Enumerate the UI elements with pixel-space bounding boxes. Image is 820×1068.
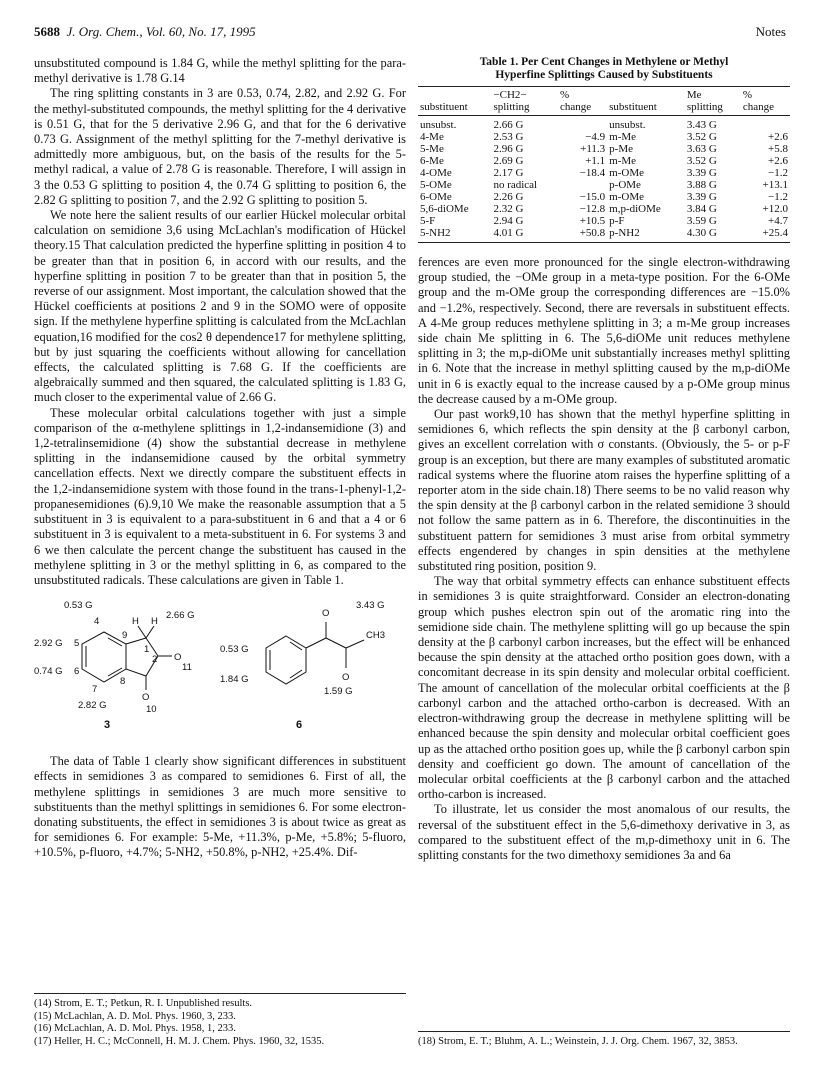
table-cell: 2.96 G xyxy=(493,143,524,155)
table-cell: 6-Me xyxy=(420,155,444,167)
chemical-structures-figure xyxy=(34,594,406,744)
s3-num-2: 2 xyxy=(152,654,158,666)
table-cell: +13.1 xyxy=(762,179,788,191)
table-cell: +50.8 xyxy=(558,227,607,243)
s3-oxygen-1: O xyxy=(174,652,182,664)
s3-num-10: 10 xyxy=(146,704,157,716)
table-cell: unsubst. xyxy=(420,119,457,131)
s6-oxygen-1: O xyxy=(322,608,330,620)
table-cell: p-Me xyxy=(609,143,633,155)
table-row xyxy=(418,191,790,203)
table-row xyxy=(418,155,790,167)
table-cell: 6-OMe xyxy=(420,191,452,203)
s3-compound-label: 3 xyxy=(104,719,111,732)
table-cell: unsubst. xyxy=(609,119,646,131)
table-cell: 3.84 G xyxy=(686,203,717,215)
table-cell: +5.8 xyxy=(768,143,788,155)
table-cell xyxy=(558,116,607,132)
table-cell: 2.26 G xyxy=(493,191,524,203)
table-cell: 4.30 G xyxy=(685,227,741,243)
table-cell: 3.88 G xyxy=(686,179,717,191)
table-cell: 3.52 G xyxy=(686,155,717,167)
table-cell: m-Me xyxy=(609,131,637,143)
s6-ortho-splitting: 1.59 G xyxy=(324,686,353,698)
footnote: (17) Heller, H. C.; McConnell, H. M. J. Chem. Phys. 1960, 32, 1535. xyxy=(34,1035,325,1047)
page-number: 5688 xyxy=(34,24,60,39)
table-caption-line-2: Hyperfine Splittings Caused by Substituents xyxy=(495,69,713,81)
table-cell: p-NH2 xyxy=(607,227,685,243)
table-cell: m-OMe xyxy=(609,167,644,179)
table-cell: 2.17 G xyxy=(493,167,524,179)
header-cell: change xyxy=(558,101,607,116)
paragraph: These molecular orbital calculations together with just a simple comparison of the α-methylene splittings in 1,2-indansemidione (3) and 1,2-tetralinsemidione (4) show the substantial decrease in methylene splitting in the indansemidione caused by the orbital symmetry cancellation effects. Next we directly compare the substituent effects in the 1,2-indansemidione system with those found in the trans-1-phenyl-1,2-propanesemidiones (6).9,10 We make the reasonable assumption that a 5 substituent in 3 is equivalent to a para-substituent in 6 and that a 4 or 6 substituent in 3 is equivalent to a meta-substituent in 6. For systems 3 and 6 we then calculate the percent change the substituent has caused in the methylene splitting in 3 or the methyl splitting in 6, as compared to the unsubstituted radicals. These calculations are given in Table 1. xyxy=(34,405,406,587)
footnote: (14) Strom, E. T.; Petkun, R. I. Unpublished results. xyxy=(34,998,253,1010)
header-cell: splitting xyxy=(685,101,741,116)
header-cell: Me xyxy=(685,87,741,102)
table-cell: −1.2 xyxy=(768,191,788,203)
page-header xyxy=(34,24,786,44)
s3-num-4: 4 xyxy=(94,616,100,628)
s3-num-5: 5 xyxy=(74,638,80,650)
running-head xyxy=(34,24,256,40)
table-cell: 2.32 G xyxy=(493,203,524,215)
table-cell: 4-OMe xyxy=(420,167,452,179)
s6-ch3: CH3 xyxy=(366,630,386,642)
s3-num-8: 8 xyxy=(120,676,126,688)
header-cell: change xyxy=(741,101,790,116)
table-cell: 3.52 G xyxy=(686,131,717,143)
paragraph: The data of Table 1 clearly show significant differences in substituent effects in semidiones 3 as compared to semidiones 6. First of all, the methylene splittings in semidiones 3 are much more sensitive to substituents than the methyl splittings in semidiones 6. For some electron-donating substituents, the effect in semidiones 3 is about twice as great as for semidiones 6. For example: 5-Me, +11.3%, p-Me, +5.8%; 5-fluoro, +10.5%, p-fluoro, +4.7%; 5-NH2, +50.8%, p-NH2, +25.4%. Dif- xyxy=(34,754,406,860)
paragraph: ferences are even more pronounced for the single electron-withdrawing group studied, the −OMe group in a meta-type position. For the 6-OMe group and the m-OMe group the corresponding differences are −15.0% and −1.2%, respectively. Second, there are reversals in substituent effects. A 4-Me group reduces methylene splitting in 3; a m-Me group increases side chain Me splitting in 6. The 5,6-diOMe unit reduces methylene splitting in 3; the m,p-diOMe unit substantially increases methyl splitting in 6. Note that the increase in methyl splitting caused by the m,p-diOMe unit in 6 is exactly equal to the increase caused by a p-OMe group minus the decrease caused by a m-OMe group. xyxy=(418,255,790,406)
s3-h-label-1: H xyxy=(132,616,139,628)
table-row xyxy=(418,167,790,179)
table-cell: −18.4 xyxy=(579,167,606,179)
section-label: Notes xyxy=(755,24,786,39)
s3-pos6-splitting: 0.74 G xyxy=(34,666,63,678)
header-cell: substituent xyxy=(418,101,491,116)
table-cell: m-OMe xyxy=(609,191,644,203)
table-cell: 2.66 G xyxy=(493,119,524,131)
s3-num-3: 1 xyxy=(144,644,150,656)
s6-compound-label: 6 xyxy=(296,719,303,732)
table-cell xyxy=(741,116,790,132)
table-cell: 5-NH2 xyxy=(418,227,491,243)
table-cell: +12.0 xyxy=(762,203,788,215)
table-row xyxy=(418,203,790,215)
header-cell: % xyxy=(558,87,607,102)
header-cell: −CH2− xyxy=(491,87,558,102)
table-cell: −15.0 xyxy=(579,191,606,203)
table-cell: 2.53 G xyxy=(493,131,524,143)
table-row xyxy=(418,227,790,243)
table-body xyxy=(418,116,790,243)
table-cell: m,p-diOMe xyxy=(609,203,661,215)
table-cell xyxy=(558,179,607,191)
header-cell xyxy=(418,87,491,102)
table-cell: −4.9 xyxy=(585,131,606,143)
table-cell: 3.63 G xyxy=(686,143,717,155)
table-cell: +4.7 xyxy=(768,215,788,227)
paragraph: Our past work9,10 has shown that the methyl hyperfine splitting in semidiones 6, which reflects the spin density at the β carbonyl carbon, gives an excellent correlation with σ constants. (Obviously, the 5- or p-F group is an exception, but there are many examples of substituted aromatic radical systems where the fluorine atom raises the hyperfine splitting of a reporter atom in the side chain.18) There seems to be no valid reason why the spin density at the β carbonyl carbon in the related semidione 3 should not follow the same pattern as in 6. Therefore, the discontinuities in the substituent pattern for semidiones 3 must arise from orbital symmetry effects engendered by changes in spin densities at the methylene substituted ring position, position 9. xyxy=(418,407,790,574)
table-cell: p-F xyxy=(609,215,625,227)
table-cell: 4-Me xyxy=(420,131,444,143)
paragraph: The way that orbital symmetry effects can enhance substituent effects in semidiones 3 is quite straightforward. Consider an electron-donating group which pushes electron spin out of the aromatic ring into the semidione side chain. The methylene splitting will go up because the spin density at the β carbonyl carbon increases, but the effect will be enhanced because the spin density at the attached ortho position goes down, with a concomitant decrease in its spin density and molecular orbital coefficient. The amount of cancellation of the molecular orbital coefficients at the β carbonyl carbon and the attached ortho-carbon is decreased. With an electron-withdrawing group the decrease in methylene splitting will be enhanced because the spin density and molecular orbital coefficient goes up as the attached ortho position goes up, while the β carbonyl carbon spin density and coefficient go down. The amount of cancellation of the molecular orbital coefficients at the β carbonyl carbon and the attached ortho-carbon is increased. xyxy=(418,574,790,802)
table-cell: 3.39 G xyxy=(686,167,717,179)
table-caption xyxy=(418,56,790,82)
table-cell: 5-OMe xyxy=(420,179,452,191)
table-cell: 5-F xyxy=(420,215,436,227)
footnotes-left xyxy=(34,993,406,1048)
table-cell: +25.4 xyxy=(741,227,790,243)
table-row xyxy=(418,179,790,191)
table-cell: m-Me xyxy=(609,155,637,167)
footnote: (16) McLachlan, A. D. Mol. Phys. 1958, 1, 233. xyxy=(34,1023,236,1035)
structures-drawing xyxy=(34,594,406,744)
table-cell: p-OMe xyxy=(609,179,641,191)
header-cell: splitting xyxy=(491,101,558,116)
substituent-table xyxy=(418,86,790,243)
table-cell: +2.6 xyxy=(768,155,788,167)
s6-oxygen-2: O xyxy=(342,672,350,684)
s3-pos5-splitting: 2.92 G xyxy=(34,638,63,650)
footnotes-right xyxy=(418,1031,790,1048)
paragraph: We note here the salient results of our earlier Hückel molecular orbital calculation on semidione 3,6 using McLachlan's modification of Hückel theory.15 That calculation predicted the hyperfine splitting in position 4 to be greater than that in position 6, in accord with our results, and the hyperfine splitting in position 7 to be greater than that in position 5, the reverse of our assignment. Most important, the calculation showed that the Hückel coefficients at positions 2 and 9 in the SOMO were of opposite sign. If the methylene hyperfine splitting is calculated from the McLachlan equation,16 modified for the cos2 θ dependence17 for methylene splitting, but by just squaring the coefficients without allowing for cancellation effects, the calculated splitting is 7.68 G. If the coefficients are algebraically summed and then squared, the calculated splitting is 1.83 G, much closer to the experimental value of 2.66 G. xyxy=(34,208,406,405)
table-cell: 3.59 G xyxy=(686,215,717,227)
table-cell: +1.1 xyxy=(585,155,606,167)
table-cell: 5,6-diOMe xyxy=(420,203,469,215)
paragraph: The ring splitting constants in 3 are 0.53, 0.74, 2.82, and 2.92 G. For the methyl-substituted compounds, the methyl splitting for the 4 derivative is 0.51 G, that for the 5 derivative 2.96 G, and that for the 6 derivative 0.73 G. Assignment of the methyl splitting for the 7-methyl derivative is admittedly more ambiguous, but, on the basis of the results for the 5-methyl radical, a value of 2.78 G is reasonable. Therefore, I will assign in 3 the 0.53 G splitting to position 4, the 0.74 G splitting to position 6, the 2.82 G splitting to position 7, and the 2.92 G splitting to position 5. xyxy=(34,86,406,207)
paragraph: unsubstituted compound is 1.84 G, while the methyl splitting for the para-methyl derivative is 1.78 G.14 xyxy=(34,56,406,86)
table-cell: 3.43 G xyxy=(686,119,717,131)
paragraph: To illustrate, let us consider the most anomalous of our results, the reversal of the substituent effect in the 5,6-dimethoxy derivative in 3, as compared to the substituent effect of the m,p-dimethoxy unit in 6. The splitting constants for the two dimethoxy semidiones 3a and 6a xyxy=(418,802,790,862)
footnote: (15) McLachlan, A. D. Mol. Phys. 1960, 3, 233. xyxy=(34,1010,236,1022)
table-row xyxy=(418,131,790,143)
table-cell: 2.69 G xyxy=(493,155,524,167)
table-row xyxy=(418,215,790,227)
table-cell: +11.3 xyxy=(580,143,606,155)
s3-num-11: 11 xyxy=(182,662,192,674)
s3-num-6: 6 xyxy=(74,666,80,678)
journal-citation: J. Org. Chem., Vol. 60, No. 17, 1995 xyxy=(66,24,256,39)
left-column xyxy=(34,56,406,861)
footnote: (18) Strom, E. T.; Bluhm, A. L.; Weinstein, J. J. Org. Chem. 1967, 32, 3853. xyxy=(418,1035,738,1047)
s3-h-label-2: H xyxy=(151,616,158,628)
s3-pos7-splitting: 2.82 G xyxy=(78,700,107,712)
table-cell: +2.6 xyxy=(768,131,788,143)
table-cell: 3.39 G xyxy=(686,191,717,203)
table-caption-line-1: Table 1. Per Cent Changes in Methylene or Methyl xyxy=(479,56,729,68)
s6-methyl-splitting: 3.43 G xyxy=(356,600,385,612)
header-cell xyxy=(607,87,685,102)
table-row xyxy=(418,143,790,155)
table-cell: −1.2 xyxy=(768,167,788,179)
table-row xyxy=(418,116,790,132)
table-cell: 2.94 G xyxy=(493,215,524,227)
s3-num-9: 9 xyxy=(122,630,128,642)
header-cell: substituent xyxy=(607,101,685,116)
s6-meta-splitting: 0.53 G xyxy=(220,644,249,656)
s3-pos4-splitting: 0.53 G xyxy=(64,600,93,612)
table-cell: 5-Me xyxy=(420,143,444,155)
header-cell: % xyxy=(741,87,790,102)
s3-num-7: 7 xyxy=(92,684,98,696)
table-cell: +10.5 xyxy=(579,215,606,227)
s3-h-splitting: 2.66 G xyxy=(166,610,195,622)
s6-para-splitting: 1.84 G xyxy=(220,674,249,686)
table-cell: no radical xyxy=(493,179,538,191)
table-header-row-top xyxy=(418,87,790,102)
table-header-row-bottom xyxy=(418,101,790,116)
table-cell: 4.01 G xyxy=(491,227,558,243)
right-column xyxy=(418,56,790,863)
s3-oxygen-2: O xyxy=(142,692,150,704)
table-cell: −12.8 xyxy=(579,203,606,215)
